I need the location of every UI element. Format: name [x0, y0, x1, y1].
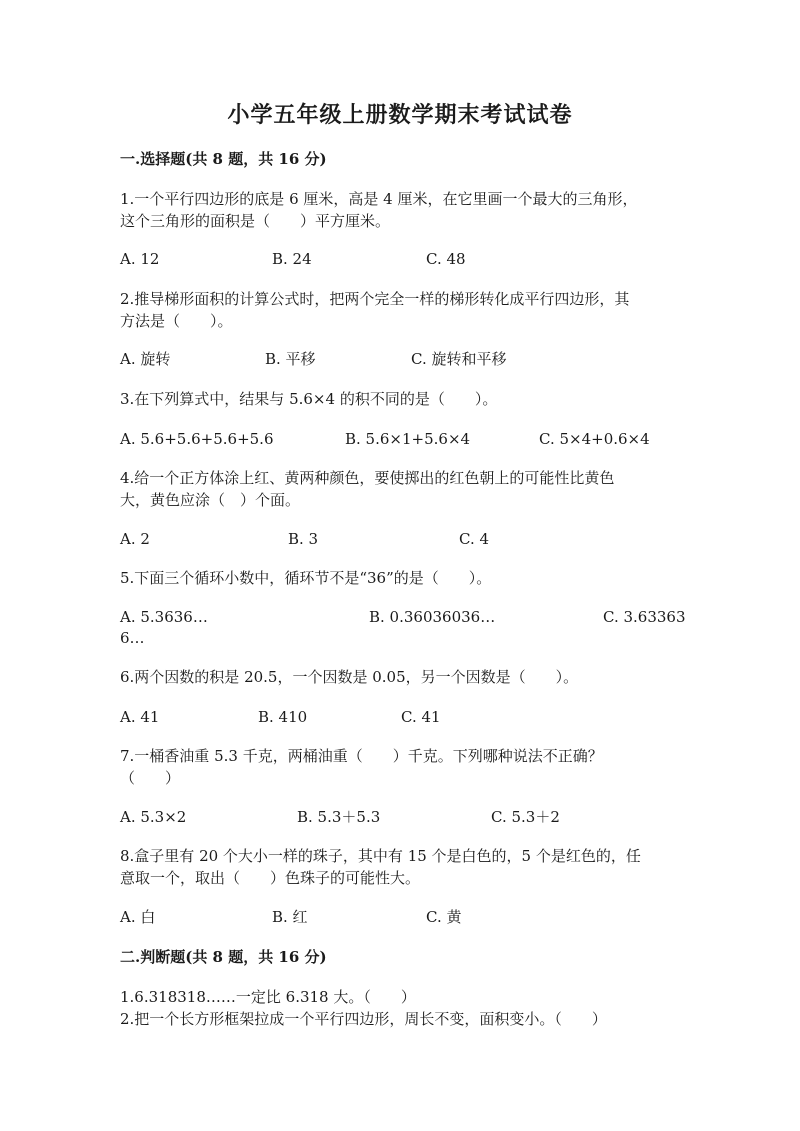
- option-a: A. 12: [120, 250, 160, 268]
- option-c: C. 41: [401, 708, 441, 726]
- page-title: 小学五年级上册数学期末考试试卷: [227, 102, 573, 128]
- option-b: B. 5.3＋5.3: [297, 808, 381, 826]
- option-c: C. 黄: [426, 908, 462, 926]
- question-text: 6.两个因数的积是 20.5，一个因数是 0.05，另一个因数是（ ）。: [120, 668, 579, 686]
- question-text: 4.给一个正方体涂上红、黄两种颜色，要使掷出的红色朝上的可能性比黄色: [120, 469, 615, 487]
- option-c-continued: 6…: [120, 629, 145, 647]
- option-a: A. 41: [120, 708, 160, 726]
- option-c: C. 5.3＋2: [491, 808, 560, 826]
- option-a: A. 旋转: [120, 350, 171, 368]
- option-a: A. 2: [120, 530, 150, 548]
- section-heading: 一.选择题(共 8 题，共 16 分): [120, 150, 327, 168]
- question-text: 大，黄色应涂（ ）个面。: [120, 491, 301, 509]
- question-text: 意取一个，取出（ ）色珠子的可能性大。: [120, 869, 421, 887]
- option-c: C. 3.63363: [603, 608, 686, 626]
- option-a: A. 5.3636…: [120, 608, 208, 626]
- option-b: B. 5.6×1+5.6×4: [345, 430, 471, 448]
- question-text: 这个三角形的面积是（ ）平方厘米。: [120, 212, 391, 230]
- question-text: 1.一个平行四边形的底是 6 厘米，高是 4 厘米，在它里画一个最大的三角形，: [120, 190, 638, 208]
- question-text: 1.6.318318……一定比 6.318 大。（ ）: [120, 988, 416, 1006]
- question-text: 8.盒子里有 20 个大小一样的珠子，其中有 15 个是白色的，5 个是红色的，任: [120, 847, 641, 865]
- option-a: A. 5.3×2: [120, 808, 187, 826]
- option-b: B. 平移: [265, 350, 316, 368]
- question-text: 2.把一个长方形框架拉成一个平行四边形，周长不变，面积变小。（ ）: [120, 1010, 607, 1028]
- option-c: C. 旋转和平移: [411, 350, 507, 368]
- option-b: B. 410: [258, 708, 308, 726]
- question-text: 方法是（ ）。: [120, 312, 233, 330]
- option-c: C. 48: [426, 250, 466, 268]
- option-a: A. 白: [120, 908, 156, 926]
- question-text: 5.下面三个循环小数中，循环节不是“36”的是（ ）。: [120, 569, 492, 587]
- question-text: 2.推导梯形面积的计算公式时，把两个完全一样的梯形转化成平行四边形，其: [120, 290, 630, 308]
- option-a: A. 5.6+5.6+5.6+5.6: [120, 430, 274, 448]
- question-text: 3.在下列算式中，结果与 5.6×4 的积不同的是（ ）。: [120, 390, 498, 408]
- option-c: C. 5×4+0.6×4: [539, 430, 650, 448]
- section-heading: 二.判断题(共 8 题，共 16 分): [120, 948, 327, 966]
- option-b: B. 24: [272, 250, 312, 268]
- option-b: B. 3: [288, 530, 319, 548]
- question-text: 7.一桶香油重 5.3 千克，两桶油重（ ）千克。下列哪种说法不正确？: [120, 747, 603, 765]
- question-text: （ ）: [120, 769, 181, 787]
- option-b: B. 红: [272, 908, 308, 926]
- option-c: C. 4: [459, 530, 490, 548]
- option-b: B. 0.36036036…: [369, 608, 496, 626]
